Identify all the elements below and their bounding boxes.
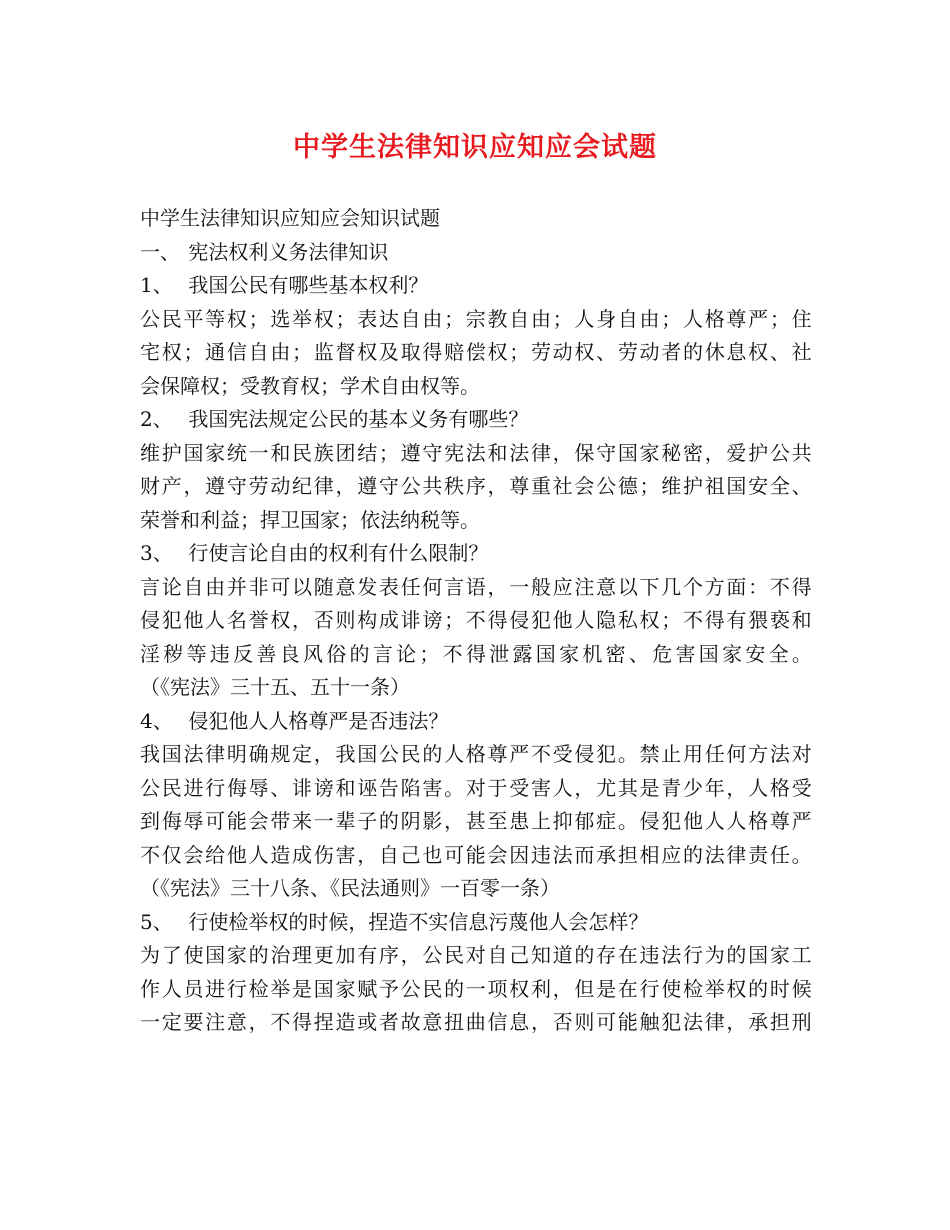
item-number: 3、 <box>140 541 173 565</box>
item-number: 4、 <box>140 708 173 733</box>
line-text: 我 国 法 律 明 确 规 定 ， 我 国 公 民 的 人 格 尊 严 不 受 侵 犯 。 禁 止 用 任 何 方 法 对 <box>140 742 812 766</box>
body-text-line <box>140 370 812 404</box>
line-text: 淫 秽 等 违 反 善 良 风 俗 的 言 论 ； 不 得 泄 露 国 家 机 密 、 危 害 国 家 安 全 。 <box>140 641 812 666</box>
line-text: 荣誉和利益；捍卫国家；依法纳税等。 <box>140 507 480 532</box>
line-text: 言 论 自 由 并 非 可 以 随 意 发 表 任 何 言 语 ， 一 般 应 注 意 以 下 几 个 方 面 ： 不 得 <box>140 574 812 599</box>
body-text-line <box>140 772 812 806</box>
body-text-line <box>140 1006 812 1040</box>
body-text-line <box>140 437 812 471</box>
line-text: 宅 权 ； 通 信 自 由 ； 监 督 权 及 取 得 赔 偿 权 ； 劳 动 权 、 劳 动 者 的 休 息 权 、 社 <box>140 340 812 364</box>
section-heading-line <box>140 705 812 739</box>
item-number: 2、 <box>140 407 173 431</box>
line-text: 公 民 平 等 权 ； 选 举 权 ； 表 达 自 由 ； 宗 教 自 由 ； 人 身 自 由 ； 人 格 尊 严 ； 住 <box>140 306 812 331</box>
body-text-line <box>140 939 812 973</box>
section-heading-line <box>140 537 812 571</box>
section-heading-line <box>140 269 812 303</box>
line-text: 维 护 国 家 统 一 和 民 族 团 结 ； 遵 守 宪 法 和 法 律 ， 保 守 国 家 秘 密 ， 爱 护 公 共 <box>140 440 812 465</box>
body-text-line <box>140 571 812 605</box>
body-text-line <box>140 738 812 772</box>
line-text: 会保障权；受教育权；学术自由权等。 <box>140 373 480 398</box>
line-text: 宪法权利义务法律知识 <box>182 239 389 264</box>
line-text: 财 产 ， 遵 守 劳 动 纪 律 ， 遵 守 公 共 秩 序 ， 尊 重 社 会 公 德 ； 维 护 祖 国 安 全 、 <box>140 474 812 498</box>
line-text: 公 民 进 行 侮 辱 、 诽 谤 和 诬 告 陷 害 。 对 于 受 害 人 ， 尤 其 是 青 少 年 ， 人 格 受 <box>140 775 812 800</box>
line-text: 作 人 员 进 行 检 举 是 国 家 赋 予 公 民 的 一 项 权 利 ， 但 是 在 行 使 检 举 权 的 时 候 <box>140 976 812 1001</box>
body-text-line <box>140 638 812 672</box>
document-body <box>140 202 812 1040</box>
body-text-line <box>140 303 812 337</box>
body-text-line <box>140 202 812 236</box>
line-text: （《宪法》三十五、五十一条） <box>140 675 410 699</box>
body-text-line <box>140 973 812 1007</box>
document-title: 中学生法律知识应知应会试题 <box>293 132 657 163</box>
item-number: 5、 <box>140 909 173 934</box>
line-text: 我国公民有哪些基本权利？ <box>182 273 429 297</box>
section-heading-line <box>140 403 812 437</box>
body-text-line <box>140 671 812 705</box>
line-text: 到 侮 辱 可 能 会 带 来 一 辈 子 的 阴 影 ， 甚 至 患 上 抑 郁 症 。 侵 犯 他 人 人 格 尊 严 <box>140 809 812 833</box>
line-text: 不 仅 会 给 他 人 造 成 伤 害 ， 自 己 也 可 能 会 因 违 法 而 承 担 相 应 的 法 律 责 任 。 <box>140 842 812 867</box>
item-number: 1、 <box>140 273 173 297</box>
line-text: 中学生法律知识应知应会知识试题 <box>140 206 440 230</box>
line-text: 一 定 要 注 意 ， 不 得 捏 造 或 者 故 意 扭 曲 信 息 ， 否 则 可 能 触 犯 法 律 ， 承 担 刑 <box>140 1010 812 1034</box>
section-heading-line <box>140 236 812 270</box>
item-number: 一、 <box>140 239 180 264</box>
body-text-line <box>140 504 812 538</box>
line-text: 侵犯他人人格尊严是否违法？ <box>182 708 449 733</box>
body-text-line <box>140 839 812 873</box>
line-text: 行使言论自由的权利有什么限制？ <box>182 541 489 565</box>
line-text: （《宪法》三十八条、《民法通则》一百零一条） <box>140 876 560 900</box>
line-text: 侵 犯 他 人 名 誉 权 ， 否 则 构 成 诽 谤 ； 不 得 侵 犯 他 人 隐 私 权 ； 不 得 有 猥 亵 和 <box>140 608 812 632</box>
section-heading-line <box>140 906 812 940</box>
line-text: 我国宪法规定公民的基本义务有哪些？ <box>182 407 529 431</box>
body-text-line <box>140 470 812 504</box>
line-text: 行使检举权的时候，捏造不实信息污蔑他人会怎样？ <box>182 909 649 934</box>
body-text-line <box>140 872 812 906</box>
line-text: 为 了 使 国 家 的 治 理 更 加 有 序 ， 公 民 对 自 己 知 道 的 存 在 违 法 行 为 的 国 家 工 <box>140 943 812 967</box>
body-text-line <box>140 604 812 638</box>
body-text-line <box>140 805 812 839</box>
body-text-line <box>140 336 812 370</box>
